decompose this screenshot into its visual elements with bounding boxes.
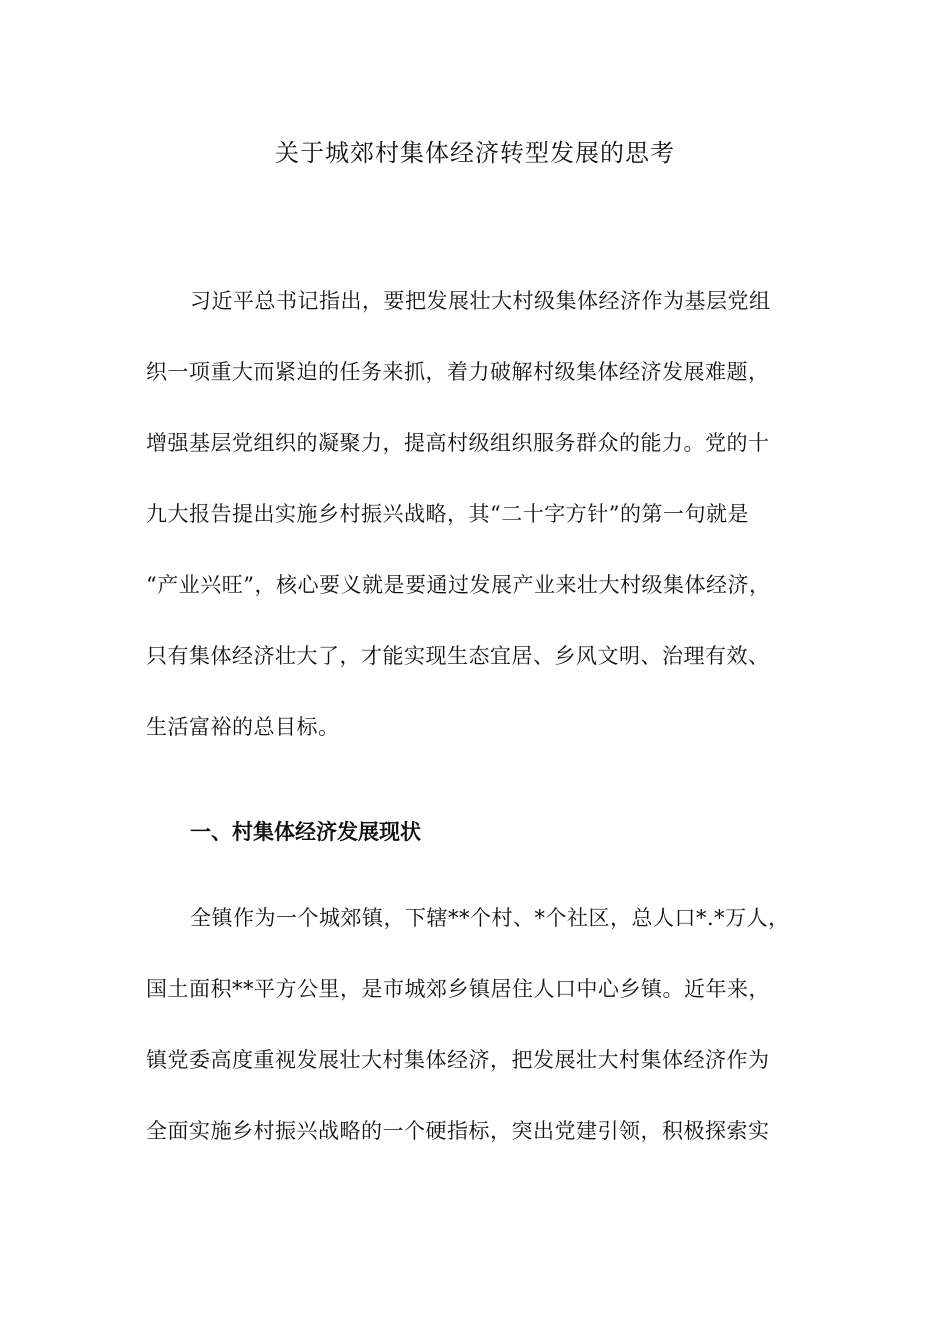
paragraph2-line: 镇党委高度重视发展壮大村集体经济，把发展壮大村集体经济作为	[146, 1048, 770, 1072]
paragraph1-line: 生活富裕的总目标。	[146, 715, 340, 739]
section-heading: 一、村集体经济发展现状	[190, 820, 421, 844]
paragraph1-line: 习近平总书记指出，要把发展壮大村级集体经济作为基层党组	[190, 289, 771, 313]
paragraph1-line: 只有集体经济壮大了，才能实现生态宜居、乡风文明、治理有效、	[146, 644, 770, 668]
paragraph1-line: 织一项重大而紧迫的任务来抓，着力破解村级集体经济发展难题，	[146, 360, 770, 384]
paragraph2-line: 国土面积**平方公里，是市城郊乡镇居住人口中心乡镇。近年来，	[146, 977, 770, 1001]
paragraph2-line: 全镇作为一个城郊镇，下辖**个村、*个社区，总人口*.*万人，	[190, 906, 790, 930]
paragraph1-line: 九大报告提出实施乡村振兴战略，其“二十字方针”的第一句就是	[146, 502, 749, 526]
document-title: 关于城郊村集体经济转型发展的思考	[275, 139, 675, 167]
paragraph2-line: 全面实施乡村振兴战略的一个硬指标，突出党建引领，积极探索实	[146, 1119, 770, 1143]
paragraph1-line: “产业兴旺”，核心要义就是要通过发展产业来壮大村级集体经济，	[146, 573, 771, 597]
paragraph1-line: 增强基层党组织的凝聚力，提高村级组织服务群众的能力。党的十	[146, 431, 770, 455]
